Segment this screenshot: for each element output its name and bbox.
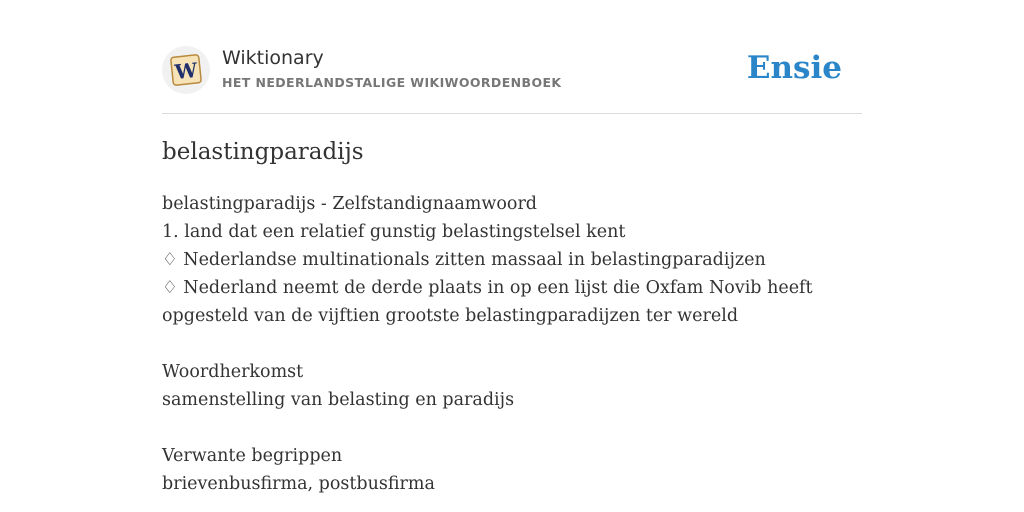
etymology-text: samenstelling van belasting en paradijs: [162, 390, 515, 410]
entry-heading: belastingparadijs - Zelfstandignaamwoord: [162, 194, 538, 214]
entry-content: [162, 136, 862, 498]
page-title: belastingparadijs: [162, 139, 364, 165]
logo-letter: W: [173, 57, 199, 85]
entry-body: [162, 190, 862, 498]
header: [162, 44, 862, 114]
site-title[interactable]: Wiktionary: [222, 47, 324, 69]
spacer: [162, 330, 862, 358]
site-subtitle: HET NEDERLANDSTALIGE WIKIWOORDENBOEK: [222, 75, 562, 90]
wiktionary-logo-icon[interactable]: [162, 46, 210, 94]
example-2: ♢ Nederland neemt de derde plaats in op een lijst die Oxfam Novib heeft: [162, 278, 813, 298]
related-terms: brievenbusfirma, postbusfirma: [162, 474, 435, 494]
etymology-label: Woordherkomst: [162, 362, 304, 382]
related-label: Verwante begrippen: [162, 446, 343, 466]
ensie-brand-link[interactable]: Ensie: [746, 50, 842, 86]
example-1: ♢ Nederlandse multinationals zitten massaal in belastingparadijzen: [162, 250, 766, 270]
spacer: [162, 414, 862, 442]
example-2-continued: opgesteld van de vijftien grootste belastingparadijzen ter wereld: [162, 306, 739, 326]
definition: 1. land dat een relatief gunstig belastingstelsel kent: [162, 222, 626, 242]
wiktionary-tile-icon: [169, 53, 203, 87]
